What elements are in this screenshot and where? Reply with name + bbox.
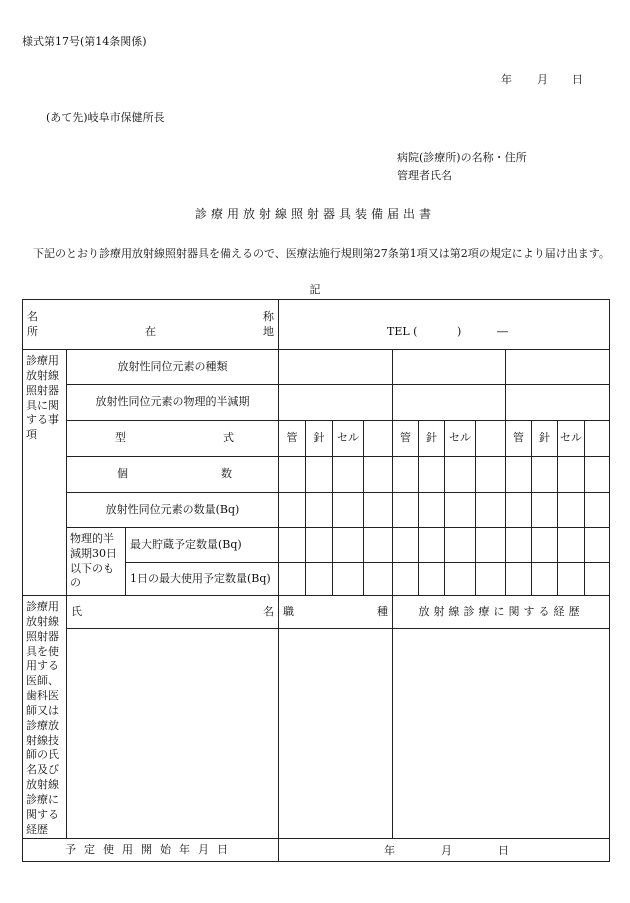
type-blank-3[interactable] [585,421,610,457]
tel-label: TEL ( [387,325,418,338]
model-label: 型 式 [67,421,279,457]
tel-dash: ― [497,325,508,338]
start-year-label: 年 [384,844,395,857]
quantity-cell[interactable] [532,493,558,528]
hospital-name-address-label: 病院(診療所)の名称・住所 [397,151,527,164]
date-day-label: 日 [572,73,583,86]
type-needle-1: 針 [306,421,333,457]
half-life-input-3[interactable] [506,385,610,421]
max-storage-cell[interactable] [445,528,476,563]
staff-job-header: 職 種 [279,596,393,629]
quantity-cell[interactable] [445,493,476,528]
max-daily-cell[interactable] [532,563,558,596]
max-daily-cell[interactable] [419,563,445,596]
quantity-cell[interactable] [506,493,532,528]
start-date-label: 予定使用開始年月日 [23,839,279,862]
isotope-type-input-3[interactable] [506,350,610,385]
quantity-cell[interactable] [279,493,306,528]
count-cell[interactable] [585,457,610,493]
quantity-cell[interactable] [364,493,393,528]
max-storage-cell[interactable] [419,528,445,563]
document-title: 診療用放射線照射器具装備届出書 [194,207,435,221]
quantity-cell[interactable] [333,493,364,528]
start-date-input[interactable] [279,839,610,862]
count-cell[interactable] [532,457,558,493]
type-tube-1: 管 [279,421,306,457]
isotope-type-input-2[interactable] [393,350,506,385]
max-storage-cell[interactable] [558,528,585,563]
half-life-input-2[interactable] [393,385,506,421]
max-storage-cell[interactable] [306,528,333,563]
max-daily-cell[interactable] [558,563,585,596]
type-tube-3: 管 [506,421,532,457]
start-day-label: 日 [498,844,509,857]
max-daily-cell[interactable] [364,563,393,596]
quantity-cell[interactable] [476,493,506,528]
type-blank-1[interactable] [364,421,393,457]
equipment-section-label: 診療用放射線照射器具に関する事項 [23,350,67,596]
count-label: 個 数 [67,457,279,493]
administrator-name-label: 管理者氏名 [397,169,452,182]
max-storage-cell[interactable] [393,528,419,563]
type-blank-2[interactable] [476,421,506,457]
quantity-cell[interactable] [558,493,585,528]
max-daily-cell[interactable] [306,563,333,596]
max-daily-cell[interactable] [333,563,364,596]
start-month-label: 月 [441,844,452,857]
staff-career-input[interactable] [393,629,610,839]
quantity-cell[interactable] [585,493,610,528]
max-storage-label: 最大貯蔵予定数量(Bq) [126,528,279,563]
count-cell[interactable] [306,457,333,493]
quantity-cell[interactable] [306,493,333,528]
count-cell[interactable] [333,457,364,493]
half-life-label: 放射性同位元素の物理的半減期 [67,385,279,421]
name-address-label-cell: 名 称 所 在 地 [23,300,279,350]
count-cell[interactable] [279,457,306,493]
date-year-label: 年 [501,73,512,86]
max-storage-cell[interactable] [279,528,306,563]
type-needle-3: 針 [532,421,558,457]
staff-name-input[interactable] [67,629,279,839]
type-cell-1: セル [333,421,364,457]
max-daily-cell[interactable] [585,563,610,596]
addressee: (あて先)岐阜市保健所長 [46,111,165,124]
isotope-type-input-1[interactable] [279,350,393,385]
type-cell-2: セル [445,421,476,457]
count-cell[interactable] [419,457,445,493]
ki-label: 記 [309,283,321,296]
short-half-life-label: 物理的半減期30日以下のもの [67,528,126,596]
tel-paren: ) [457,325,462,338]
count-cell[interactable] [364,457,393,493]
max-daily-cell[interactable] [445,563,476,596]
type-tube-2: 管 [393,421,419,457]
date-month-label: 月 [537,73,548,86]
staff-career-header: 放射線診療に関する経歴 [393,596,610,629]
count-cell[interactable] [393,457,419,493]
count-cell[interactable] [445,457,476,493]
max-daily-cell[interactable] [279,563,306,596]
count-cell[interactable] [506,457,532,493]
isotope-type-label: 放射性同位元素の種類 [67,350,279,385]
max-daily-cell[interactable] [393,563,419,596]
staff-name-header: 氏 名 [67,596,279,629]
notification-table [22,299,610,862]
max-storage-cell[interactable] [585,528,610,563]
half-life-input-1[interactable] [279,385,393,421]
name-address-input-cell[interactable] [279,300,610,350]
max-storage-cell[interactable] [532,528,558,563]
max-storage-cell[interactable] [333,528,364,563]
max-daily-cell[interactable] [476,563,506,596]
max-storage-cell[interactable] [476,528,506,563]
count-cell[interactable] [476,457,506,493]
name-address-row [23,300,610,350]
quantity-label: 放射性同位元素の数量(Bq) [67,493,279,528]
type-needle-2: 針 [419,421,445,457]
staff-job-input[interactable] [279,629,393,839]
quantity-cell[interactable] [393,493,419,528]
max-storage-cell[interactable] [506,528,532,563]
max-storage-cell[interactable] [364,528,393,563]
type-cell-3: セル [558,421,585,457]
count-cell[interactable] [558,457,585,493]
quantity-cell[interactable] [419,493,445,528]
max-daily-label: 1日の最大使用予定数量(Bq) [126,563,279,596]
staff-section-label: 診療用放射線照射器具を使用する医師、歯科医師又は診療放射線技師の氏名及び放射線診療に関する経歴 [23,596,67,839]
max-daily-cell[interactable] [506,563,532,596]
notification-statement: 下記のとおり診療用放射線照射器具を備えるので、医療法施行規則第27条第1項又は第2項の規定により届け出ます。 [33,247,610,260]
form-number: 様式第17号(第14条関係) [22,35,147,48]
